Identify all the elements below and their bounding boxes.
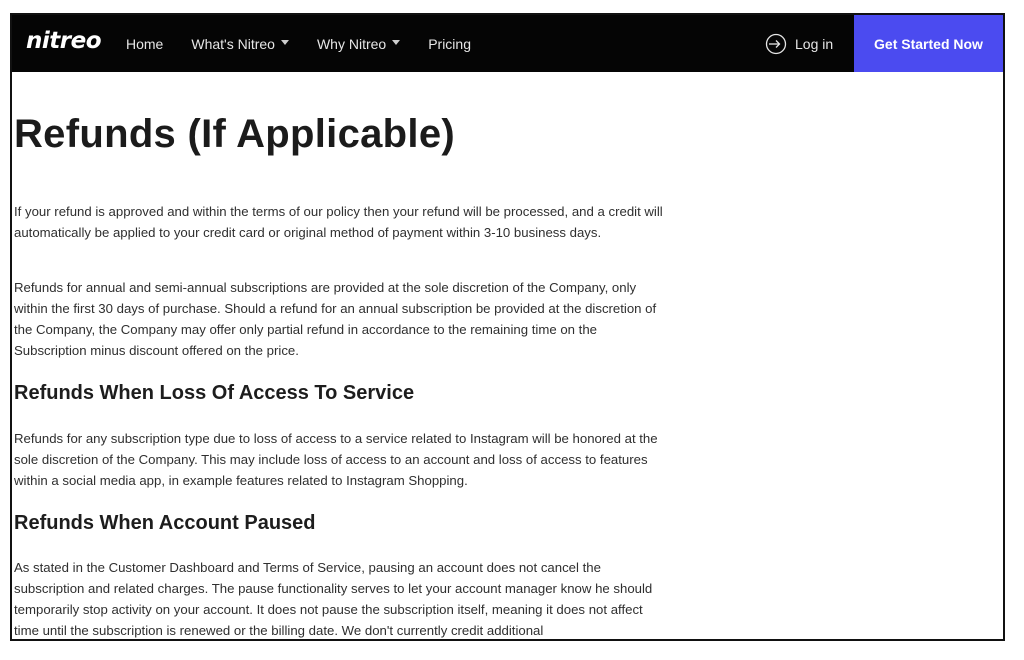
browser-viewport	[10, 13, 1005, 641]
login-icon	[765, 33, 787, 55]
nav-why-nitreo-menu[interactable]	[317, 36, 400, 52]
nav-pricing-label: Pricing	[428, 35, 471, 52]
refund-approval-paragraph: If your refund is approved and within the terms of our policy then your refund will be processed, and a credit will automatically be applied to your credit card or original method of payment within 3-10 business days.	[14, 204, 663, 240]
nitreo-logo[interactable]: nitreo	[26, 28, 101, 54]
nav-pricing-link[interactable]	[428, 36, 471, 52]
chevron-down-icon	[281, 40, 289, 45]
top-navbar	[12, 15, 1003, 72]
nav-whats-nitreo-menu[interactable]	[191, 36, 289, 52]
loss-of-access-paragraph: Refunds for any subscription type due to loss of access to a service related to Instagram will be honored at the sole discretion of the Company. This may include loss of access to an account and loss of access to features within a social media app, in example features related to Instagram Shopping.	[14, 431, 658, 488]
annual-refund-paragraph: Refunds for annual and semi-annual subscriptions are provided at the sole discretion of the Company, only within the first 30 days of purchase. Should a refund for an annual subscription be provided at the discretion of the Company, the Company may offer only partial refund in accordance to the remaining time on the Subscription minus discount offered on the price.	[14, 280, 657, 358]
get-started-label: Get Started Now	[874, 35, 983, 52]
account-paused-heading: Refunds When Account Paused	[14, 512, 316, 534]
nav-home-label: Home	[126, 35, 164, 52]
nav-links	[126, 15, 499, 72]
chevron-down-icon	[392, 40, 400, 45]
nav-why-nitreo-label: Why Nitreo	[316, 35, 387, 52]
page-title: Refunds (If Applicable)	[14, 112, 455, 156]
loss-of-access-heading: Refunds When Loss Of Access To Service	[14, 382, 415, 404]
account-paused-paragraph: As stated in the Customer Dashboard and Terms of Service, pausing an account does not cancel the subscription and related charges. The pause functionality serves to let your account manager know he should temporarily stop activity on your account. It does not pause the subscription itself, meaning it does not affect time until the subscription is renewed or the billing date. We don't currently credit additional	[14, 560, 653, 638]
login-link[interactable]	[765, 15, 833, 72]
nav-whats-nitreo-label: What's Nitreo	[191, 35, 275, 52]
nav-home-link[interactable]	[126, 36, 163, 52]
login-label: Log in	[795, 35, 834, 52]
get-started-button[interactable]	[854, 15, 1003, 72]
